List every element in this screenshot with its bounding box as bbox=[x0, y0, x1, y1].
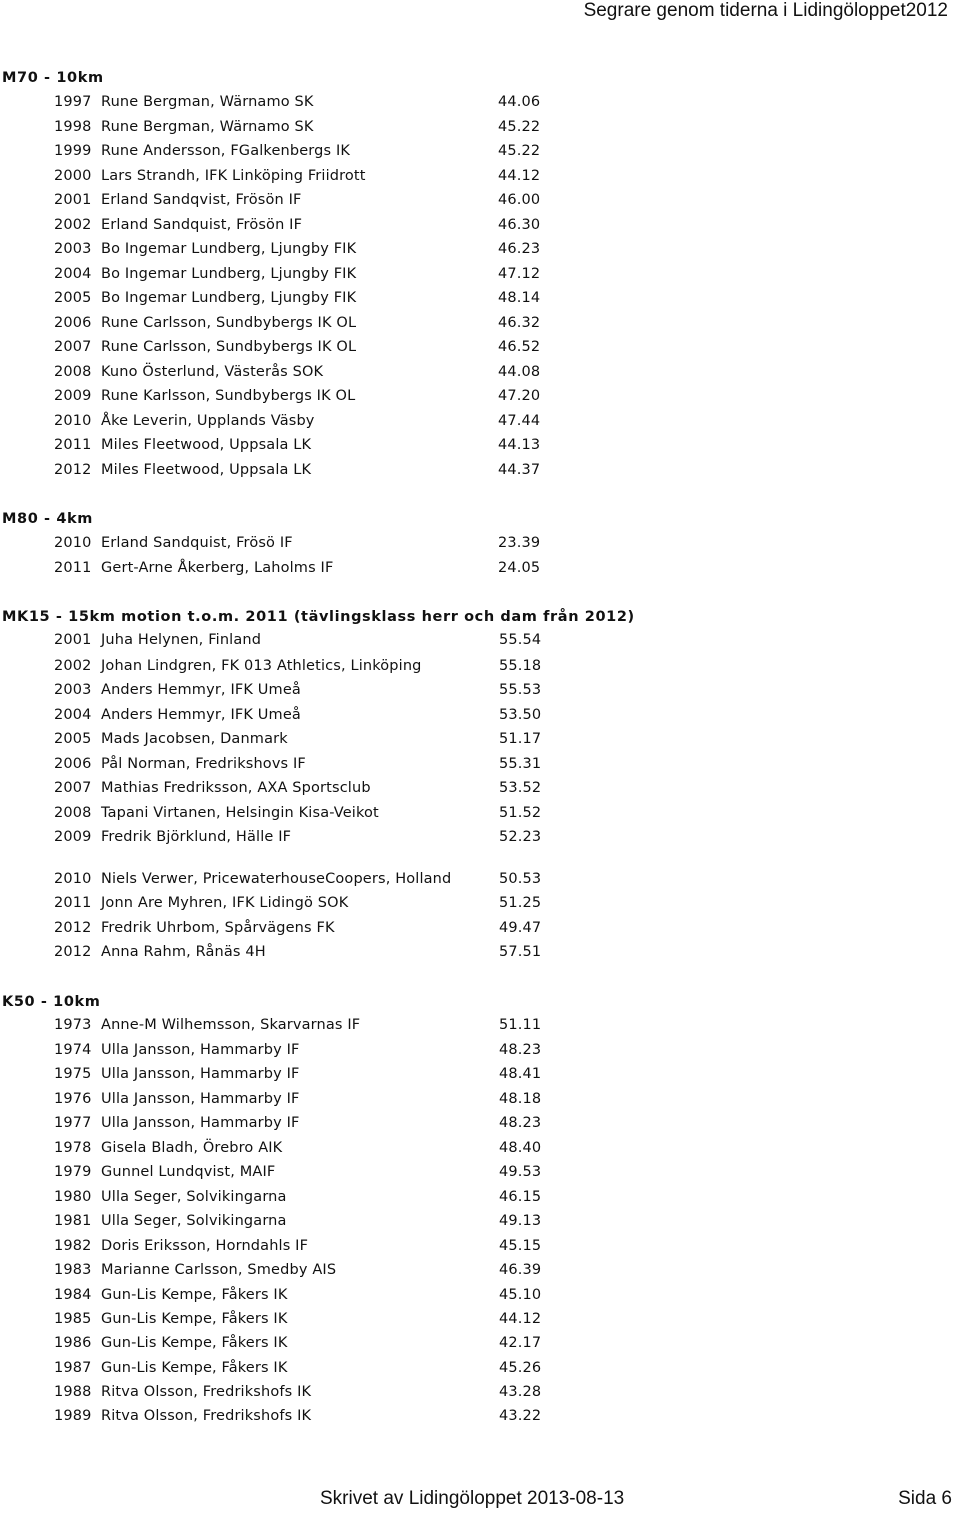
result-name: Bo Ingemar Lundberg, Ljungby FIK bbox=[101, 290, 357, 306]
result-year: 1997 bbox=[54, 94, 92, 110]
result-time: 45.10 bbox=[499, 1287, 542, 1303]
result-row bbox=[54, 1384, 614, 1404]
result-year: 2004 bbox=[54, 266, 92, 282]
result-name: Miles Fleetwood, Uppsala LK bbox=[101, 437, 312, 453]
result-name: Rune Karlsson, Sundbybergs IK OL bbox=[101, 388, 356, 404]
page-header bbox=[0, 0, 960, 28]
result-name: Rune Bergman, Wärnamo SK bbox=[101, 119, 314, 135]
result-name: Gunnel Lundqvist, MAIF bbox=[101, 1164, 276, 1180]
result-year: 1988 bbox=[54, 1384, 92, 1400]
result-row bbox=[54, 1189, 614, 1209]
result-name: Ulla Seger, Solvikingarna bbox=[101, 1213, 287, 1229]
result-name: Erland Sandqvist, Frösön IF bbox=[101, 192, 302, 208]
result-time: 45.15 bbox=[499, 1238, 542, 1254]
result-year: 1980 bbox=[54, 1189, 92, 1205]
result-name: Rune Andersson, FGalkenbergs IK bbox=[101, 143, 351, 159]
result-year: 2012 bbox=[54, 920, 92, 936]
result-row bbox=[54, 1335, 614, 1355]
result-year: 2011 bbox=[54, 895, 92, 911]
result-row bbox=[54, 920, 614, 940]
result-row bbox=[54, 1262, 614, 1282]
result-time: 46.30 bbox=[498, 217, 541, 233]
footer-written-by: Skrivet av Lidingöloppet 2013-08-13 bbox=[320, 1488, 625, 1509]
result-row bbox=[54, 1213, 614, 1233]
result-year: 2004 bbox=[54, 707, 92, 723]
result-name: Gun-Lis Kempe, Fåkers IK bbox=[101, 1360, 288, 1376]
result-year: 1975 bbox=[54, 1066, 92, 1082]
result-row bbox=[54, 535, 614, 555]
result-year: 2010 bbox=[54, 535, 92, 551]
result-time: 51.52 bbox=[499, 805, 542, 821]
result-time: 51.11 bbox=[499, 1017, 542, 1033]
result-row bbox=[54, 1164, 614, 1184]
result-time: 42.17 bbox=[499, 1335, 542, 1351]
result-year: 2008 bbox=[54, 364, 92, 380]
result-row bbox=[54, 388, 614, 408]
result-time: 55.31 bbox=[499, 756, 542, 772]
result-time: 48.14 bbox=[498, 290, 541, 306]
result-row bbox=[54, 632, 614, 652]
result-time: 46.39 bbox=[499, 1262, 542, 1278]
result-year: 1989 bbox=[54, 1408, 92, 1424]
section-heading: M80 - 4km bbox=[2, 511, 93, 527]
result-time: 49.47 bbox=[499, 920, 542, 936]
result-name: Erland Sandquist, Frösö IF bbox=[101, 535, 293, 551]
result-name: Bo Ingemar Lundberg, Ljungby FIK bbox=[101, 241, 357, 257]
result-row bbox=[54, 658, 614, 678]
result-name: Tapani Virtanen, Helsingin Kisa-Veikot bbox=[101, 805, 379, 821]
result-time: 44.08 bbox=[498, 364, 541, 380]
result-row bbox=[54, 1140, 614, 1160]
result-year: 1999 bbox=[54, 143, 92, 159]
result-row bbox=[54, 339, 614, 359]
result-year: 2001 bbox=[54, 632, 92, 648]
result-time: 57.51 bbox=[499, 944, 542, 960]
result-row bbox=[54, 1042, 614, 1062]
result-name: Gun-Lis Kempe, Fåkers IK bbox=[101, 1335, 288, 1351]
result-time: 49.53 bbox=[499, 1164, 542, 1180]
result-name: Doris Eriksson, Horndahls IF bbox=[101, 1238, 309, 1254]
result-year: 1981 bbox=[54, 1213, 92, 1229]
result-row bbox=[54, 437, 614, 457]
result-name: Jonn Are Myhren, IFK Lidingö SOK bbox=[101, 895, 349, 911]
result-time: 49.13 bbox=[499, 1213, 542, 1229]
result-time: 48.40 bbox=[499, 1140, 542, 1156]
result-year: 1982 bbox=[54, 1238, 92, 1254]
result-year: 1984 bbox=[54, 1287, 92, 1303]
result-year: 2003 bbox=[54, 682, 92, 698]
result-time: 46.52 bbox=[498, 339, 541, 355]
result-year: 1974 bbox=[54, 1042, 92, 1058]
result-year: 2009 bbox=[54, 388, 92, 404]
result-time: 50.53 bbox=[499, 871, 542, 887]
result-year: 2007 bbox=[54, 780, 92, 796]
result-time: 47.12 bbox=[498, 266, 541, 282]
result-row bbox=[54, 1360, 614, 1380]
result-time: 53.50 bbox=[499, 707, 542, 723]
result-name: Ulla Jansson, Hammarby IF bbox=[101, 1042, 300, 1058]
result-name: Ulla Jansson, Hammarby IF bbox=[101, 1115, 300, 1131]
section-heading: K50 - 10km bbox=[2, 994, 101, 1010]
result-time: 46.32 bbox=[498, 315, 541, 331]
result-name: Gun-Lis Kempe, Fåkers IK bbox=[101, 1311, 288, 1327]
result-time: 48.18 bbox=[499, 1091, 542, 1107]
result-name: Fredrik Uhrbom, Spårvägens FK bbox=[101, 920, 335, 936]
result-year: 1987 bbox=[54, 1360, 92, 1376]
result-name: Mathias Fredriksson, AXA Sportsclub bbox=[101, 780, 371, 796]
result-year: 2009 bbox=[54, 829, 92, 845]
result-name: Åke Leverin, Upplands Väsby bbox=[101, 413, 315, 429]
result-year: 2003 bbox=[54, 241, 92, 257]
result-row bbox=[54, 241, 614, 261]
result-year: 2005 bbox=[54, 731, 92, 747]
result-name: Gun-Lis Kempe, Fåkers IK bbox=[101, 1287, 288, 1303]
result-year: 1983 bbox=[54, 1262, 92, 1278]
result-row bbox=[54, 1287, 614, 1307]
result-year: 2002 bbox=[54, 217, 92, 233]
result-row bbox=[54, 1408, 614, 1428]
result-name: Gert-Arne Åkerberg, Laholms IF bbox=[101, 560, 334, 576]
result-name: Ulla Seger, Solvikingarna bbox=[101, 1189, 287, 1205]
result-time: 48.23 bbox=[499, 1115, 542, 1131]
result-row bbox=[54, 119, 614, 139]
result-time: 48.41 bbox=[499, 1066, 542, 1082]
result-time: 48.23 bbox=[499, 1042, 542, 1058]
result-year: 1976 bbox=[54, 1091, 92, 1107]
result-time: 51.25 bbox=[499, 895, 542, 911]
result-time: 47.20 bbox=[498, 388, 541, 404]
result-name: Ulla Jansson, Hammarby IF bbox=[101, 1091, 300, 1107]
result-time: 53.52 bbox=[499, 780, 542, 796]
section-heading: M70 - 10km bbox=[2, 70, 104, 86]
result-row bbox=[54, 217, 614, 237]
result-year: 2012 bbox=[54, 462, 92, 478]
result-name: Juha Helynen, Finland bbox=[101, 632, 262, 648]
result-name: Rune Carlsson, Sundbybergs IK OL bbox=[101, 315, 357, 331]
result-year: 1985 bbox=[54, 1311, 92, 1327]
result-row bbox=[54, 413, 614, 433]
result-year: 1979 bbox=[54, 1164, 92, 1180]
result-name: Johan Lindgren, FK 013 Athletics, Linköping bbox=[101, 658, 422, 674]
result-time: 43.28 bbox=[499, 1384, 542, 1400]
result-year: 2010 bbox=[54, 871, 92, 887]
result-time: 45.22 bbox=[498, 143, 541, 159]
result-year: 2000 bbox=[54, 168, 92, 184]
result-year: 1973 bbox=[54, 1017, 92, 1033]
result-time: 44.12 bbox=[499, 1311, 542, 1327]
result-time: 52.23 bbox=[499, 829, 542, 845]
result-row bbox=[54, 290, 614, 310]
result-row bbox=[54, 315, 614, 335]
result-time: 45.22 bbox=[498, 119, 541, 135]
header-title: Segrare genom tiderna i Lidingöloppet2012 bbox=[583, 0, 948, 21]
result-year: 1986 bbox=[54, 1335, 92, 1351]
result-row bbox=[54, 192, 614, 212]
result-time: 45.26 bbox=[499, 1360, 542, 1376]
result-year: 1978 bbox=[54, 1140, 92, 1156]
result-row bbox=[54, 731, 614, 751]
result-row bbox=[54, 707, 614, 727]
result-name: Marianne Carlsson, Smedby AIS bbox=[101, 1262, 337, 1278]
result-year: 2006 bbox=[54, 756, 92, 772]
result-name: Bo Ingemar Lundberg, Ljungby FIK bbox=[101, 266, 357, 282]
result-year: 2005 bbox=[54, 290, 92, 306]
result-row bbox=[54, 871, 614, 891]
result-time: 46.00 bbox=[498, 192, 541, 208]
result-row bbox=[54, 756, 614, 776]
result-name: Ritva Olsson, Fredrikshofs IK bbox=[101, 1384, 312, 1400]
result-year: 2011 bbox=[54, 437, 92, 453]
result-year: 2001 bbox=[54, 192, 92, 208]
result-row bbox=[54, 829, 614, 849]
result-year: 2010 bbox=[54, 413, 92, 429]
result-name: Miles Fleetwood, Uppsala LK bbox=[101, 462, 312, 478]
result-row bbox=[54, 462, 614, 482]
result-row bbox=[54, 266, 614, 286]
result-time: 44.06 bbox=[498, 94, 541, 110]
result-row bbox=[54, 1066, 614, 1086]
result-name: Ritva Olsson, Fredrikshofs IK bbox=[101, 1408, 312, 1424]
result-name: Fredrik Björklund, Hälle IF bbox=[101, 829, 292, 845]
result-time: 46.23 bbox=[498, 241, 541, 257]
result-year: 2006 bbox=[54, 315, 92, 331]
result-name: Pål Norman, Fredrikshovs IF bbox=[101, 756, 306, 772]
result-name: Erland Sandquist, Frösön IF bbox=[101, 217, 303, 233]
result-year: 2011 bbox=[54, 560, 92, 576]
result-row bbox=[54, 682, 614, 702]
result-name: Mads Jacobsen, Danmark bbox=[101, 731, 288, 747]
result-row bbox=[54, 1017, 614, 1037]
result-row bbox=[54, 895, 614, 915]
result-time: 55.18 bbox=[499, 658, 542, 674]
result-name: Rune Carlsson, Sundbybergs IK OL bbox=[101, 339, 357, 355]
result-time: 55.53 bbox=[499, 682, 542, 698]
result-year: 1998 bbox=[54, 119, 92, 135]
result-time: 44.37 bbox=[498, 462, 541, 478]
result-name: Anna Rahm, Rånäs 4H bbox=[101, 944, 266, 960]
result-row bbox=[54, 1115, 614, 1135]
result-name: Anders Hemmyr, IFK Umeå bbox=[101, 707, 301, 723]
result-row bbox=[54, 560, 614, 580]
result-row bbox=[54, 805, 614, 825]
result-row bbox=[54, 780, 614, 800]
result-row bbox=[54, 94, 614, 114]
result-year: 2002 bbox=[54, 658, 92, 674]
result-row bbox=[54, 1238, 614, 1258]
result-name: Kuno Österlund, Västerås SOK bbox=[101, 364, 324, 380]
result-time: 23.39 bbox=[498, 535, 541, 551]
result-row bbox=[54, 364, 614, 384]
result-name: Niels Verwer, PricewaterhouseCoopers, Holland bbox=[101, 871, 452, 887]
result-time: 24.05 bbox=[498, 560, 541, 576]
result-name: Ulla Jansson, Hammarby IF bbox=[101, 1066, 300, 1082]
result-row bbox=[54, 944, 614, 964]
result-time: 43.22 bbox=[499, 1408, 542, 1424]
result-name: Rune Bergman, Wärnamo SK bbox=[101, 94, 314, 110]
section-heading: MK15 - 15km motion t.o.m. 2011 (tävlingsklass herr och dam från 2012) bbox=[2, 609, 635, 625]
result-name: Anders Hemmyr, IFK Umeå bbox=[101, 682, 301, 698]
result-year: 1977 bbox=[54, 1115, 92, 1131]
result-row bbox=[54, 168, 614, 188]
result-name: Lars Strandh, IFK Linköping Friidrott bbox=[101, 168, 366, 184]
result-name: Anne-M Wilhemsson, Skarvarnas IF bbox=[101, 1017, 361, 1033]
result-time: 44.13 bbox=[498, 437, 541, 453]
result-time: 51.17 bbox=[499, 731, 542, 747]
result-time: 47.44 bbox=[498, 413, 541, 429]
result-year: 2008 bbox=[54, 805, 92, 821]
result-name: Gisela Bladh, Örebro AIK bbox=[101, 1140, 283, 1156]
result-row bbox=[54, 143, 614, 163]
result-time: 46.15 bbox=[499, 1189, 542, 1205]
result-year: 2012 bbox=[54, 944, 92, 960]
result-row bbox=[54, 1091, 614, 1111]
result-time: 55.54 bbox=[499, 632, 542, 648]
result-row bbox=[54, 1311, 614, 1331]
result-year: 2007 bbox=[54, 339, 92, 355]
result-time: 44.12 bbox=[498, 168, 541, 184]
footer-page-number: Sida 6 bbox=[898, 1488, 952, 1509]
